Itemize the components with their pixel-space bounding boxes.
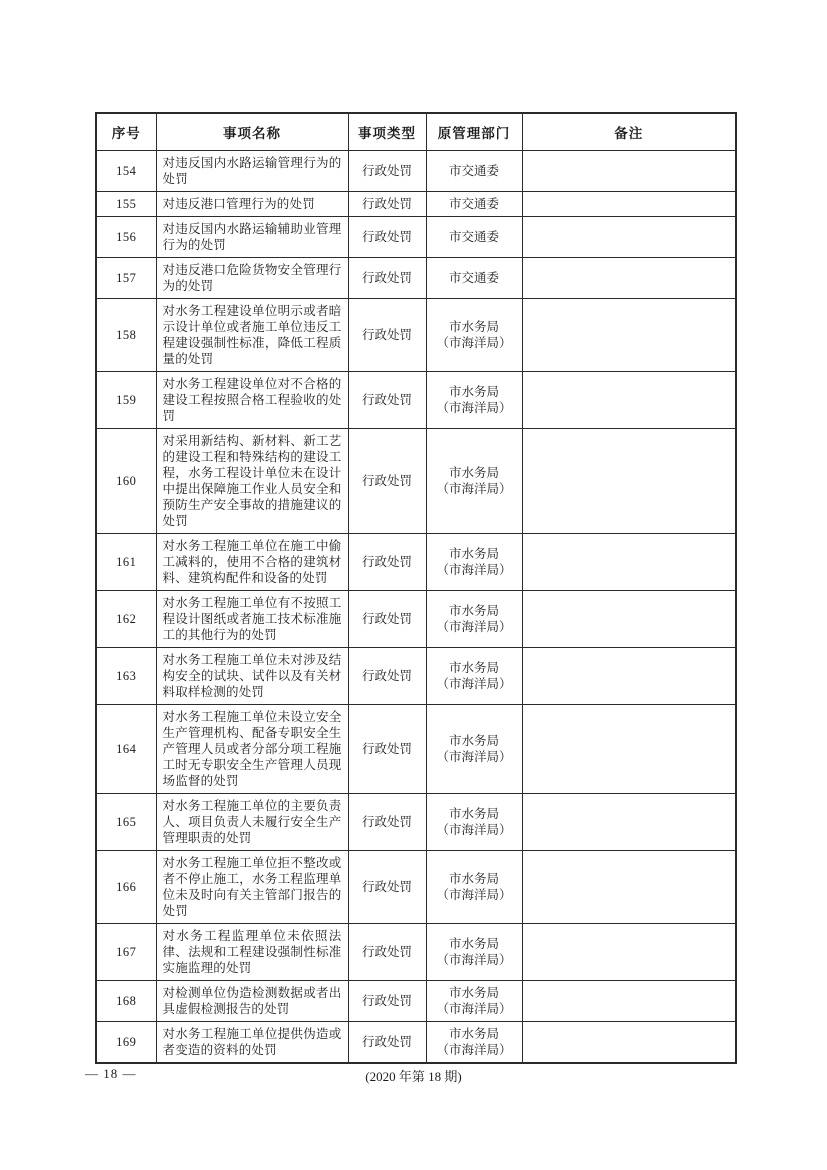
row-index: 165	[96, 794, 156, 851]
table-row	[96, 217, 736, 258]
item-type: 行政处罚	[348, 924, 426, 981]
item-type: 行政处罚	[348, 299, 426, 372]
table-row	[96, 192, 736, 217]
item-type: 行政处罚	[348, 794, 426, 851]
row-index: 158	[96, 299, 156, 372]
item-original-department	[426, 924, 522, 981]
item-name: 对水务工程建设单位对不合格的建设工程按照合格工程验收的处罚	[156, 372, 348, 429]
table-row	[96, 851, 736, 924]
item-type: 行政处罚	[348, 981, 426, 1022]
item-name: 对水务工程施工单位的主要负责人、项目负责人未履行安全生产管理职责的处罚	[156, 794, 348, 851]
department-line1: 市水务局	[448, 872, 499, 886]
department-line1: 市水务局	[448, 807, 499, 821]
item-remark	[522, 794, 736, 851]
department-line2: （市海洋局）	[436, 677, 512, 691]
table-row	[96, 1022, 736, 1064]
table-row	[96, 648, 736, 705]
col-header-index: 序号	[96, 113, 156, 151]
row-index: 166	[96, 851, 156, 924]
table-row	[96, 534, 736, 591]
row-index: 159	[96, 372, 156, 429]
department-line2: （市海洋局）	[436, 336, 512, 350]
item-type: 行政处罚	[348, 705, 426, 794]
department-line2: （市海洋局）	[436, 1002, 512, 1016]
department-line2: （市海洋局）	[436, 1043, 512, 1057]
item-remark	[522, 192, 736, 217]
department-line1: 市水务局	[448, 986, 499, 1000]
department-line2: （市海洋局）	[436, 953, 512, 967]
item-original-department	[426, 705, 522, 794]
department-line1: 市水务局	[448, 1027, 499, 1041]
item-original-department	[426, 851, 522, 924]
department-line2: （市海洋局）	[436, 620, 512, 634]
item-remark	[522, 217, 736, 258]
item-original-department	[426, 1022, 522, 1064]
page-number: — 18 —	[85, 1066, 137, 1081]
item-remark	[522, 648, 736, 705]
item-name: 对水务工程施工单位拒不整改或者不停止施工，水务工程监理单位未及时向有关主管部门报告的处罚	[156, 851, 348, 924]
item-remark	[522, 534, 736, 591]
row-index: 161	[96, 534, 156, 591]
department-line1: 市水务局	[448, 734, 499, 748]
department-line1: 市水务局	[448, 385, 499, 399]
item-type: 行政处罚	[348, 429, 426, 534]
department-line2: （市海洋局）	[436, 823, 512, 837]
department-line1: 市水务局	[448, 320, 499, 334]
item-original-department	[426, 534, 522, 591]
page-footer	[0, 1066, 827, 1086]
col-header-item-type: 事项类型	[348, 113, 426, 151]
table-row	[96, 705, 736, 794]
department-line1: 市水务局	[448, 937, 499, 951]
item-name: 对违反国内水路运输辅助业管理行为的处罚	[156, 217, 348, 258]
item-name: 对采用新结构、新材料、新工艺的建设工程和特殊结构的建设工程，水务工程设计单位未在设计中提出保障施工作业人员安全和预防生产安全事故的措施建议的处罚	[156, 429, 348, 534]
col-header-remarks: 备注	[522, 113, 736, 151]
row-index: 156	[96, 217, 156, 258]
table-body	[96, 151, 736, 1064]
item-original-department	[426, 372, 522, 429]
item-name: 对水务工程施工单位未设立安全生产管理机构、配备专职安全生产管理人员或者分部分项工程施工时无专职安全生产管理人员现场监督的处罚	[156, 705, 348, 794]
row-index: 155	[96, 192, 156, 217]
item-type: 行政处罚	[348, 648, 426, 705]
department-line1: 市水务局	[448, 604, 499, 618]
row-index: 160	[96, 429, 156, 534]
item-remark	[522, 299, 736, 372]
item-remark	[522, 151, 736, 192]
item-original-department	[426, 151, 522, 192]
row-index: 157	[96, 258, 156, 299]
item-remark	[522, 981, 736, 1022]
issue-label: (2020 年第 18 期)	[365, 1069, 462, 1084]
item-original-department	[426, 429, 522, 534]
row-index: 168	[96, 981, 156, 1022]
department-line2: （市海洋局）	[436, 563, 512, 577]
table-row	[96, 429, 736, 534]
item-type: 行政处罚	[348, 372, 426, 429]
table-row	[96, 981, 736, 1022]
department-line1: 市水务局	[448, 547, 499, 561]
item-original-department	[426, 981, 522, 1022]
item-type: 行政处罚	[348, 217, 426, 258]
item-type: 行政处罚	[348, 851, 426, 924]
item-remark	[522, 591, 736, 648]
item-type: 行政处罚	[348, 1022, 426, 1064]
department-line2: （市海洋局）	[436, 401, 512, 415]
department-line1: 市交通委	[448, 271, 499, 285]
table-row	[96, 151, 736, 192]
item-remark	[522, 851, 736, 924]
table-row	[96, 591, 736, 648]
item-original-department	[426, 794, 522, 851]
item-type: 行政处罚	[348, 534, 426, 591]
table-header-row	[96, 113, 736, 151]
item-name: 对水务工程施工单位有不按照工程设计图纸或者施工技术标准施工的其他行为的处罚	[156, 591, 348, 648]
item-remark	[522, 429, 736, 534]
col-header-item-name: 事项名称	[156, 113, 348, 151]
item-type: 行政处罚	[348, 258, 426, 299]
row-index: 164	[96, 705, 156, 794]
item-name: 对检测单位伪造检测数据或者出具虚假检测报告的处罚	[156, 981, 348, 1022]
item-name: 对水务工程监理单位未依照法律、法规和工程建设强制性标准实施监理的处罚	[156, 924, 348, 981]
department-line2: （市海洋局）	[436, 482, 512, 496]
item-remark	[522, 924, 736, 981]
department-line1: 市交通委	[448, 230, 499, 244]
table-row	[96, 299, 736, 372]
row-index: 162	[96, 591, 156, 648]
item-type: 行政处罚	[348, 591, 426, 648]
item-type: 行政处罚	[348, 151, 426, 192]
row-index: 154	[96, 151, 156, 192]
department-line1: 市交通委	[448, 197, 499, 211]
table-row	[96, 794, 736, 851]
item-remark	[522, 258, 736, 299]
penalty-items-table	[95, 112, 737, 1064]
row-index: 163	[96, 648, 156, 705]
col-header-orig-department: 原管理部门	[426, 113, 522, 151]
department-line1: 市交通委	[448, 164, 499, 178]
item-name: 对水务工程施工单位提供伪造或者变造的资料的处罚	[156, 1022, 348, 1064]
item-name: 对违反港口危险货物安全管理行为的处罚	[156, 258, 348, 299]
item-name: 对违反港口管理行为的处罚	[156, 192, 348, 217]
department-line1: 市水务局	[448, 661, 499, 675]
item-remark	[522, 705, 736, 794]
item-original-department	[426, 192, 522, 217]
department-line2: （市海洋局）	[436, 888, 512, 902]
department-line1: 市水务局	[448, 466, 499, 480]
item-original-department	[426, 258, 522, 299]
item-original-department	[426, 648, 522, 705]
table-row	[96, 924, 736, 981]
item-original-department	[426, 299, 522, 372]
table-row	[96, 258, 736, 299]
row-index: 169	[96, 1022, 156, 1064]
department-line2: （市海洋局）	[436, 750, 512, 764]
item-name: 对水务工程施工单位未对涉及结构安全的试块、试件以及有关材料取样检测的处罚	[156, 648, 348, 705]
item-original-department	[426, 591, 522, 648]
item-name: 对水务工程施工单位在施工中偷工减料的，使用不合格的建筑材料、建筑构配件和设备的处罚	[156, 534, 348, 591]
item-remark	[522, 1022, 736, 1064]
item-name: 对水务工程建设单位明示或者暗示设计单位或者施工单位违反工程建设强制性标准，降低工程质量的处罚	[156, 299, 348, 372]
table-row	[96, 372, 736, 429]
item-remark	[522, 372, 736, 429]
item-type: 行政处罚	[348, 192, 426, 217]
item-name: 对违反国内水路运输管理行为的处罚	[156, 151, 348, 192]
item-original-department	[426, 217, 522, 258]
row-index: 167	[96, 924, 156, 981]
